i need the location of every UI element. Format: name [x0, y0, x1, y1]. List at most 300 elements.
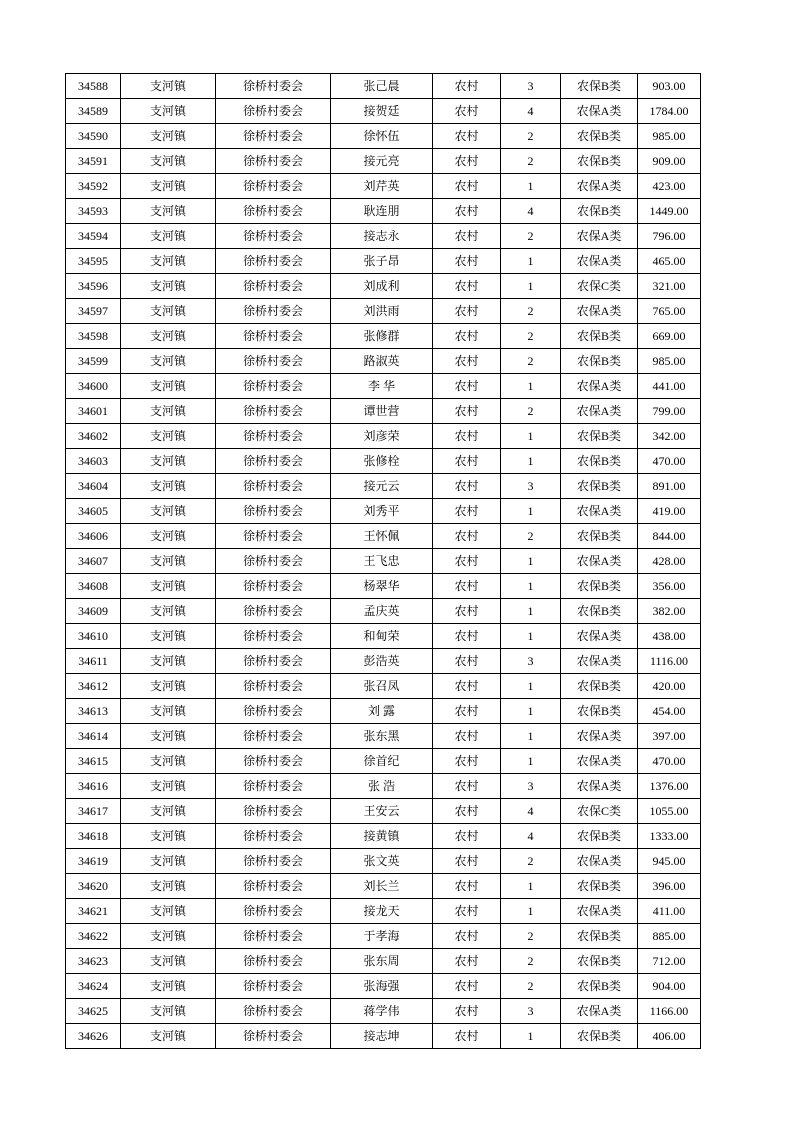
cell-category: 农保B类 — [561, 524, 638, 549]
cell-category: 农保B类 — [561, 824, 638, 849]
cell-residence: 农村 — [433, 599, 501, 624]
cell-count: 1 — [501, 674, 561, 699]
cell-town: 支河镇 — [121, 199, 216, 224]
cell-town: 支河镇 — [121, 949, 216, 974]
table-row — [66, 324, 701, 349]
cell-town: 支河镇 — [121, 924, 216, 949]
cell-village: 徐桥村委会 — [216, 124, 331, 149]
cell-village: 徐桥村委会 — [216, 699, 331, 724]
cell-name: 李 华 — [331, 374, 433, 399]
cell-id: 34618 — [66, 824, 121, 849]
cell-id: 34616 — [66, 774, 121, 799]
cell-id: 34599 — [66, 349, 121, 374]
cell-amount: 406.00 — [638, 1024, 701, 1049]
cell-category: 农保C类 — [561, 799, 638, 824]
cell-count: 1 — [501, 699, 561, 724]
cell-amount: 765.00 — [638, 299, 701, 324]
cell-residence: 农村 — [433, 1024, 501, 1049]
cell-id: 34621 — [66, 899, 121, 924]
cell-id: 34598 — [66, 324, 121, 349]
cell-category: 农保A类 — [561, 749, 638, 774]
cell-name: 接志坤 — [331, 1024, 433, 1049]
cell-amount: 945.00 — [638, 849, 701, 874]
cell-residence: 农村 — [433, 974, 501, 999]
cell-amount: 382.00 — [638, 599, 701, 624]
cell-amount: 470.00 — [638, 749, 701, 774]
cell-category: 农保A类 — [561, 499, 638, 524]
cell-town: 支河镇 — [121, 749, 216, 774]
cell-id: 34606 — [66, 524, 121, 549]
cell-village: 徐桥村委会 — [216, 274, 331, 299]
cell-village: 徐桥村委会 — [216, 324, 331, 349]
cell-town: 支河镇 — [121, 549, 216, 574]
cell-count: 3 — [501, 474, 561, 499]
cell-residence: 农村 — [433, 549, 501, 574]
cell-town: 支河镇 — [121, 74, 216, 99]
cell-category: 农保B类 — [561, 149, 638, 174]
cell-name: 接贺廷 — [331, 99, 433, 124]
cell-residence: 农村 — [433, 999, 501, 1024]
table-row — [66, 874, 701, 899]
cell-residence: 农村 — [433, 499, 501, 524]
cell-id: 34615 — [66, 749, 121, 774]
cell-name: 张修栓 — [331, 449, 433, 474]
cell-village: 徐桥村委会 — [216, 849, 331, 874]
cell-name: 张 浩 — [331, 774, 433, 799]
cell-residence: 农村 — [433, 199, 501, 224]
cell-name: 蒋学伟 — [331, 999, 433, 1024]
cell-count: 1 — [501, 899, 561, 924]
cell-id: 34604 — [66, 474, 121, 499]
table-row — [66, 174, 701, 199]
cell-amount: 909.00 — [638, 149, 701, 174]
table-row — [66, 274, 701, 299]
cell-amount: 799.00 — [638, 399, 701, 424]
cell-village: 徐桥村委会 — [216, 474, 331, 499]
cell-amount: 903.00 — [638, 74, 701, 99]
cell-town: 支河镇 — [121, 349, 216, 374]
cell-name: 刘芹英 — [331, 174, 433, 199]
cell-residence: 农村 — [433, 774, 501, 799]
cell-town: 支河镇 — [121, 574, 216, 599]
cell-town: 支河镇 — [121, 449, 216, 474]
cell-category: 农保B类 — [561, 949, 638, 974]
cell-name: 王安云 — [331, 799, 433, 824]
cell-count: 2 — [501, 949, 561, 974]
cell-name: 刘成利 — [331, 274, 433, 299]
cell-amount: 342.00 — [638, 424, 701, 449]
cell-category: 农保B类 — [561, 449, 638, 474]
cell-residence: 农村 — [433, 824, 501, 849]
cell-amount: 904.00 — [638, 974, 701, 999]
table-row — [66, 549, 701, 574]
table-row — [66, 974, 701, 999]
cell-category: 农保A类 — [561, 99, 638, 124]
cell-name: 接元亮 — [331, 149, 433, 174]
cell-id: 34601 — [66, 399, 121, 424]
cell-name: 王飞忠 — [331, 549, 433, 574]
cell-village: 徐桥村委会 — [216, 949, 331, 974]
table-row — [66, 574, 701, 599]
cell-residence: 农村 — [433, 99, 501, 124]
cell-name: 接龙天 — [331, 899, 433, 924]
cell-town: 支河镇 — [121, 899, 216, 924]
cell-count: 1 — [501, 374, 561, 399]
cell-id: 34609 — [66, 599, 121, 624]
cell-category: 农保A类 — [561, 249, 638, 274]
cell-village: 徐桥村委会 — [216, 149, 331, 174]
cell-category: 农保A类 — [561, 299, 638, 324]
cell-count: 1 — [501, 749, 561, 774]
cell-residence: 农村 — [433, 449, 501, 474]
cell-id: 34596 — [66, 274, 121, 299]
cell-name: 接黄镇 — [331, 824, 433, 849]
cell-count: 1 — [501, 249, 561, 274]
cell-category: 农保B类 — [561, 974, 638, 999]
cell-residence: 农村 — [433, 874, 501, 899]
cell-town: 支河镇 — [121, 99, 216, 124]
cell-village: 徐桥村委会 — [216, 199, 331, 224]
cell-residence: 农村 — [433, 949, 501, 974]
cell-id: 34597 — [66, 299, 121, 324]
cell-count: 2 — [501, 224, 561, 249]
cell-village: 徐桥村委会 — [216, 824, 331, 849]
cell-town: 支河镇 — [121, 149, 216, 174]
cell-id: 34602 — [66, 424, 121, 449]
cell-residence: 农村 — [433, 149, 501, 174]
cell-category: 农保B类 — [561, 74, 638, 99]
cell-town: 支河镇 — [121, 799, 216, 824]
cell-name: 张文英 — [331, 849, 433, 874]
cell-residence: 农村 — [433, 749, 501, 774]
cell-category: 农保B类 — [561, 124, 638, 149]
cell-category: 农保B类 — [561, 474, 638, 499]
cell-town: 支河镇 — [121, 1024, 216, 1049]
cell-amount: 796.00 — [638, 224, 701, 249]
cell-category: 农保B类 — [561, 199, 638, 224]
cell-village: 徐桥村委会 — [216, 899, 331, 924]
cell-village: 徐桥村委会 — [216, 299, 331, 324]
cell-residence: 农村 — [433, 274, 501, 299]
cell-village: 徐桥村委会 — [216, 249, 331, 274]
cell-id: 34608 — [66, 574, 121, 599]
cell-category: 农保A类 — [561, 849, 638, 874]
cell-count: 1 — [501, 574, 561, 599]
cell-residence: 农村 — [433, 674, 501, 699]
cell-id: 34612 — [66, 674, 121, 699]
cell-residence: 农村 — [433, 524, 501, 549]
cell-residence: 农村 — [433, 374, 501, 399]
cell-count: 1 — [501, 549, 561, 574]
cell-residence: 农村 — [433, 649, 501, 674]
cell-count: 4 — [501, 199, 561, 224]
table-row — [66, 649, 701, 674]
cell-amount: 891.00 — [638, 474, 701, 499]
cell-village: 徐桥村委会 — [216, 224, 331, 249]
cell-name: 刘彦荣 — [331, 424, 433, 449]
cell-residence: 农村 — [433, 249, 501, 274]
table-row — [66, 199, 701, 224]
cell-amount: 1116.00 — [638, 649, 701, 674]
cell-count: 3 — [501, 999, 561, 1024]
cell-residence: 农村 — [433, 899, 501, 924]
cell-id: 34605 — [66, 499, 121, 524]
cell-id: 34617 — [66, 799, 121, 824]
cell-residence: 农村 — [433, 74, 501, 99]
cell-amount: 1376.00 — [638, 774, 701, 799]
cell-category: 农保A类 — [561, 399, 638, 424]
cell-count: 2 — [501, 349, 561, 374]
cell-id: 34594 — [66, 224, 121, 249]
cell-amount: 1784.00 — [638, 99, 701, 124]
cell-village: 徐桥村委会 — [216, 724, 331, 749]
cell-id: 34588 — [66, 74, 121, 99]
cell-village: 徐桥村委会 — [216, 874, 331, 899]
cell-amount: 1055.00 — [638, 799, 701, 824]
table-row — [66, 399, 701, 424]
cell-category: 农保A类 — [561, 374, 638, 399]
cell-amount: 985.00 — [638, 124, 701, 149]
cell-count: 1 — [501, 624, 561, 649]
cell-village: 徐桥村委会 — [216, 774, 331, 799]
cell-id: 34624 — [66, 974, 121, 999]
cell-village: 徐桥村委会 — [216, 524, 331, 549]
cell-town: 支河镇 — [121, 299, 216, 324]
cell-count: 2 — [501, 124, 561, 149]
cell-category: 农保A类 — [561, 174, 638, 199]
cell-name: 张海强 — [331, 974, 433, 999]
cell-id: 34619 — [66, 849, 121, 874]
cell-count: 4 — [501, 99, 561, 124]
cell-count: 2 — [501, 924, 561, 949]
table-row — [66, 599, 701, 624]
cell-village: 徐桥村委会 — [216, 574, 331, 599]
cell-residence: 农村 — [433, 474, 501, 499]
cell-village: 徐桥村委会 — [216, 924, 331, 949]
cell-residence: 农村 — [433, 624, 501, 649]
cell-amount: 712.00 — [638, 949, 701, 974]
cell-village: 徐桥村委会 — [216, 599, 331, 624]
cell-residence: 农村 — [433, 724, 501, 749]
cell-category: 农保B类 — [561, 349, 638, 374]
cell-town: 支河镇 — [121, 499, 216, 524]
cell-town: 支河镇 — [121, 974, 216, 999]
cell-village: 徐桥村委会 — [216, 99, 331, 124]
cell-name: 张修群 — [331, 324, 433, 349]
cell-category: 农保A类 — [561, 624, 638, 649]
cell-name: 刘洪雨 — [331, 299, 433, 324]
cell-residence: 农村 — [433, 324, 501, 349]
cell-town: 支河镇 — [121, 174, 216, 199]
cell-category: 农保B类 — [561, 324, 638, 349]
cell-amount: 356.00 — [638, 574, 701, 599]
cell-id: 34607 — [66, 549, 121, 574]
cell-village: 徐桥村委会 — [216, 74, 331, 99]
cell-id: 34613 — [66, 699, 121, 724]
cell-town: 支河镇 — [121, 249, 216, 274]
cell-id: 34614 — [66, 724, 121, 749]
table-row — [66, 149, 701, 174]
cell-count: 1 — [501, 174, 561, 199]
cell-amount: 465.00 — [638, 249, 701, 274]
cell-amount: 669.00 — [638, 324, 701, 349]
cell-amount: 985.00 — [638, 349, 701, 374]
cell-name: 王怀佩 — [331, 524, 433, 549]
cell-name: 张东黑 — [331, 724, 433, 749]
cell-name: 刘 露 — [331, 699, 433, 724]
cell-town: 支河镇 — [121, 399, 216, 424]
cell-name: 于孝海 — [331, 924, 433, 949]
table-row — [66, 924, 701, 949]
cell-town: 支河镇 — [121, 774, 216, 799]
table-row — [66, 374, 701, 399]
cell-town: 支河镇 — [121, 374, 216, 399]
cell-village: 徐桥村委会 — [216, 674, 331, 699]
cell-name: 张东周 — [331, 949, 433, 974]
cell-town: 支河镇 — [121, 724, 216, 749]
cell-id: 34592 — [66, 174, 121, 199]
cell-amount: 419.00 — [638, 499, 701, 524]
cell-amount: 428.00 — [638, 549, 701, 574]
cell-id: 34623 — [66, 949, 121, 974]
cell-category: 农保A类 — [561, 774, 638, 799]
cell-category: 农保A类 — [561, 649, 638, 674]
table-row — [66, 224, 701, 249]
cell-town: 支河镇 — [121, 874, 216, 899]
cell-residence: 农村 — [433, 849, 501, 874]
cell-residence: 农村 — [433, 224, 501, 249]
cell-name: 张子昂 — [331, 249, 433, 274]
cell-id: 34600 — [66, 374, 121, 399]
cell-count: 1 — [501, 1024, 561, 1049]
table-row — [66, 849, 701, 874]
cell-town: 支河镇 — [121, 624, 216, 649]
cell-name: 刘长兰 — [331, 874, 433, 899]
table-row — [66, 774, 701, 799]
cell-count: 1 — [501, 599, 561, 624]
cell-town: 支河镇 — [121, 324, 216, 349]
cell-id: 34591 — [66, 149, 121, 174]
cell-count: 1 — [501, 499, 561, 524]
cell-count: 3 — [501, 74, 561, 99]
table-row — [66, 624, 701, 649]
benefits-table-body — [66, 74, 701, 1049]
cell-village: 徐桥村委会 — [216, 174, 331, 199]
cell-town: 支河镇 — [121, 599, 216, 624]
table-row — [66, 999, 701, 1024]
cell-id: 34620 — [66, 874, 121, 899]
table-row — [66, 499, 701, 524]
cell-amount: 396.00 — [638, 874, 701, 899]
cell-count: 2 — [501, 524, 561, 549]
cell-name: 耿连朋 — [331, 199, 433, 224]
cell-id: 34625 — [66, 999, 121, 1024]
cell-village: 徐桥村委会 — [216, 799, 331, 824]
cell-village: 徐桥村委会 — [216, 499, 331, 524]
cell-name: 张召凤 — [331, 674, 433, 699]
cell-residence: 农村 — [433, 924, 501, 949]
cell-name: 接元云 — [331, 474, 433, 499]
cell-amount: 420.00 — [638, 674, 701, 699]
table-row — [66, 249, 701, 274]
cell-count: 4 — [501, 824, 561, 849]
cell-count: 2 — [501, 974, 561, 999]
table-row — [66, 674, 701, 699]
cell-count: 3 — [501, 649, 561, 674]
table-row — [66, 699, 701, 724]
cell-category: 农保B类 — [561, 574, 638, 599]
cell-village: 徐桥村委会 — [216, 374, 331, 399]
table-row — [66, 124, 701, 149]
table-row — [66, 1024, 701, 1049]
cell-town: 支河镇 — [121, 524, 216, 549]
cell-amount: 321.00 — [638, 274, 701, 299]
cell-name: 路淑英 — [331, 349, 433, 374]
table-row — [66, 99, 701, 124]
cell-village: 徐桥村委会 — [216, 1024, 331, 1049]
cell-name: 徐首纪 — [331, 749, 433, 774]
table-row — [66, 349, 701, 374]
cell-category: 农保A类 — [561, 224, 638, 249]
cell-category: 农保A类 — [561, 899, 638, 924]
cell-amount: 885.00 — [638, 924, 701, 949]
cell-town: 支河镇 — [121, 649, 216, 674]
table-row — [66, 474, 701, 499]
cell-town: 支河镇 — [121, 999, 216, 1024]
cell-village: 徐桥村委会 — [216, 649, 331, 674]
cell-village: 徐桥村委会 — [216, 624, 331, 649]
table-row — [66, 424, 701, 449]
cell-id: 34590 — [66, 124, 121, 149]
cell-town: 支河镇 — [121, 224, 216, 249]
cell-id: 34611 — [66, 649, 121, 674]
cell-town: 支河镇 — [121, 124, 216, 149]
cell-count: 1 — [501, 724, 561, 749]
cell-town: 支河镇 — [121, 424, 216, 449]
table-row — [66, 749, 701, 774]
cell-amount: 1333.00 — [638, 824, 701, 849]
cell-residence: 农村 — [433, 799, 501, 824]
cell-village: 徐桥村委会 — [216, 399, 331, 424]
cell-village: 徐桥村委会 — [216, 449, 331, 474]
cell-id: 34603 — [66, 449, 121, 474]
cell-count: 1 — [501, 874, 561, 899]
cell-amount: 438.00 — [638, 624, 701, 649]
table-row — [66, 299, 701, 324]
cell-residence: 农村 — [433, 174, 501, 199]
cell-town: 支河镇 — [121, 274, 216, 299]
cell-count: 1 — [501, 449, 561, 474]
cell-residence: 农村 — [433, 399, 501, 424]
benefits-table — [65, 73, 701, 1049]
cell-village: 徐桥村委会 — [216, 999, 331, 1024]
cell-name: 接志永 — [331, 224, 433, 249]
cell-amount: 454.00 — [638, 699, 701, 724]
cell-amount: 470.00 — [638, 449, 701, 474]
cell-count: 3 — [501, 774, 561, 799]
table-row — [66, 74, 701, 99]
cell-amount: 1449.00 — [638, 199, 701, 224]
cell-count: 2 — [501, 299, 561, 324]
cell-count: 2 — [501, 399, 561, 424]
table-row — [66, 824, 701, 849]
cell-count: 1 — [501, 274, 561, 299]
cell-name: 徐怀伍 — [331, 124, 433, 149]
cell-town: 支河镇 — [121, 674, 216, 699]
cell-category: 农保B类 — [561, 674, 638, 699]
cell-village: 徐桥村委会 — [216, 549, 331, 574]
cell-residence: 农村 — [433, 574, 501, 599]
